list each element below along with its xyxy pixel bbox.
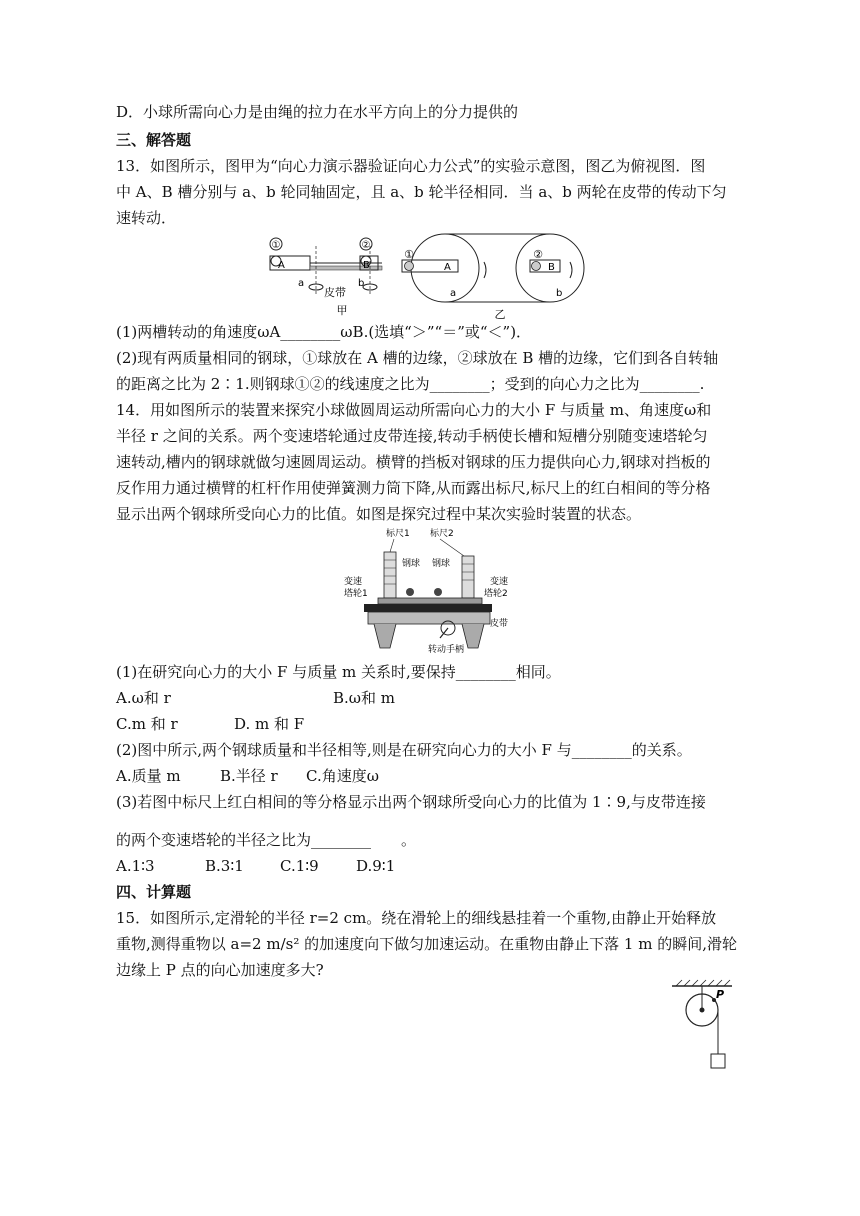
q13-part2-line2: 的距离之比为 2∶1.则钢球①②的线速度之比为________；受到的向心力之比为________. xyxy=(116,375,705,393)
fig2-caption: 乙 xyxy=(494,308,506,321)
fig2-ball1-label: ① xyxy=(404,248,414,261)
q14-part1-option-b: B.ω和 m xyxy=(333,689,396,707)
q14-part3-option-b: B.3∶1 xyxy=(205,857,244,875)
q14-text-line4: 反作用力通过横臂的杠杆作用使弹簧测力筒下降,从而露出标尺,标尺上的红白相间的等分格 xyxy=(116,479,711,497)
q15-text-line3: 边缘上 P 点的向心加速度多大? xyxy=(116,961,324,979)
q14-text-line5: 显示出两个钢球所受向心力的比值。如图是探究过程中某次实验时装置的状态。 xyxy=(116,505,642,523)
q14-part1-option-a: A.ω和 r xyxy=(116,689,171,707)
fig2-wheel-b-label: b xyxy=(556,288,563,299)
q13-part2-line1: (2)现有两质量相同的钢球，①球放在 A 槽的边缘，②球放在 B 槽的边缘，它们到各自转轴 xyxy=(116,349,719,367)
fig2-wheel-a-label: a xyxy=(450,288,457,299)
figure-apparatus xyxy=(344,526,516,656)
fig3-wheel1-label-b: 塔轮1 xyxy=(344,589,368,599)
fig1-caption: 甲 xyxy=(336,304,348,317)
q15-text-line1: 15．如图所示,定滑轮的半径 r=2 cm。绕在滑轮上的细线悬挂着一个重物,由静止开始释放 xyxy=(116,909,717,927)
fig1-ball2-label: ② xyxy=(361,240,371,251)
q14-part1-option-d: D. m 和 F xyxy=(234,715,305,733)
fig4-point-label: P xyxy=(716,988,725,1001)
q14-part2-option-b: B.半径 r xyxy=(220,767,278,785)
section-heading-calculation: 四、计算题 xyxy=(116,883,192,901)
q13-text-line2: 中 A、B 槽分别与 a、b 轮同轴固定，且 a、b 轮半径相同．当 a、b 两轮在皮带的传动下匀 xyxy=(116,183,727,201)
q14-text-line3: 速转动,槽内的钢球就做匀速圆周运动。横臂的挡板对钢球的压力提供向心力,钢球对挡板的 xyxy=(116,453,711,471)
fig2-slot-a-label: A xyxy=(444,262,451,273)
fig3-wheel2-label-b: 塔轮2 xyxy=(484,589,508,599)
section-heading-answers: 三、解答题 xyxy=(116,131,192,149)
fig3-ball1-label: 钢球 xyxy=(402,559,421,569)
fig1-slot-b-label: B xyxy=(363,260,370,271)
fig1-belt-label: 皮带 xyxy=(324,286,346,299)
fig3-ball2-label: 钢球 xyxy=(432,559,451,569)
q14-part2-option-a: A.质量 m xyxy=(116,767,181,785)
q15-text-line2: 重物,测得重物以 a=2 m/s² 的加速度向下做匀加速运动。在重物由静止下落 1 m 的瞬间,滑轮 xyxy=(116,935,737,953)
q14-text-line2: 半径 r 之间的关系。两个变速塔轮通过皮带连接,转动手柄使长槽和短槽分别随变速塔轮匀 xyxy=(116,427,708,445)
q14-part3-option-a: A.1∶3 xyxy=(116,857,155,875)
fig1-wheel-a-label: a xyxy=(298,278,305,289)
q14-part3-line1: (3)若图中标尺上红白相间的等分格显示出两个钢球所受向心力的比值为 1∶9,与皮带连接 xyxy=(116,793,706,811)
fig2-ball2-label: ② xyxy=(533,248,543,261)
option-d-line: D．小球所需向心力是由绳的拉力在水平方向上的分力提供的 xyxy=(116,103,519,121)
q14-part3-option-d: D.9∶1 xyxy=(356,857,396,875)
q13-text-line1: 13．如图所示，图甲为“向心力演示器验证向心力公式”的实验示意图，图乙为俯视图．图 xyxy=(116,157,706,175)
fig3-wheel2-label-a: 变速 xyxy=(490,577,509,587)
q14-part3-line2: 的两个变速塔轮的半径之比为________ 。 xyxy=(116,831,417,849)
q14-part1: (1)在研究向心力的大小 F 与质量 m 关系时,要保持________相同。 xyxy=(116,663,561,681)
q13-part1: (1)两槽转动的角速度ωA________ωB.(选填“＞”“＝”或“＜”)． xyxy=(116,323,532,341)
fig1-slot-a-label: A xyxy=(278,260,285,271)
q13-text-line3: 速转动． xyxy=(116,209,177,227)
fig1-ball1-label: ① xyxy=(271,240,281,251)
fig2-slot-b-label: B xyxy=(548,262,555,273)
figure-jia xyxy=(262,236,402,322)
fig3-ruler1-label: 标尺1 xyxy=(386,529,410,539)
fig3-ruler2-label: 标尺2 xyxy=(430,529,454,539)
figure-yi xyxy=(398,230,598,322)
fig3-handle-label: 转动手柄 xyxy=(428,645,465,655)
q14-part2-option-c: C.角速度ω xyxy=(306,767,379,785)
figure-pulley xyxy=(666,978,742,1074)
fig1-wheel-b-label: b xyxy=(358,278,365,289)
q14-part1-option-c: C.m 和 r xyxy=(116,715,178,733)
q14-text-line1: 14．用如图所示的装置来探究小球做圆周运动所需向心力的大小 F 与质量 m、角速度ω和 xyxy=(116,401,712,419)
q14-part2: (2)图中所示,两个钢球质量和半径相等,则是在研究向心力的大小 F 与________的关系。 xyxy=(116,741,692,759)
fig3-belt-label: 皮带 xyxy=(490,619,509,629)
q14-part3-option-c: C.1∶9 xyxy=(280,857,319,875)
fig3-wheel1-label-a: 变速 xyxy=(344,577,363,587)
